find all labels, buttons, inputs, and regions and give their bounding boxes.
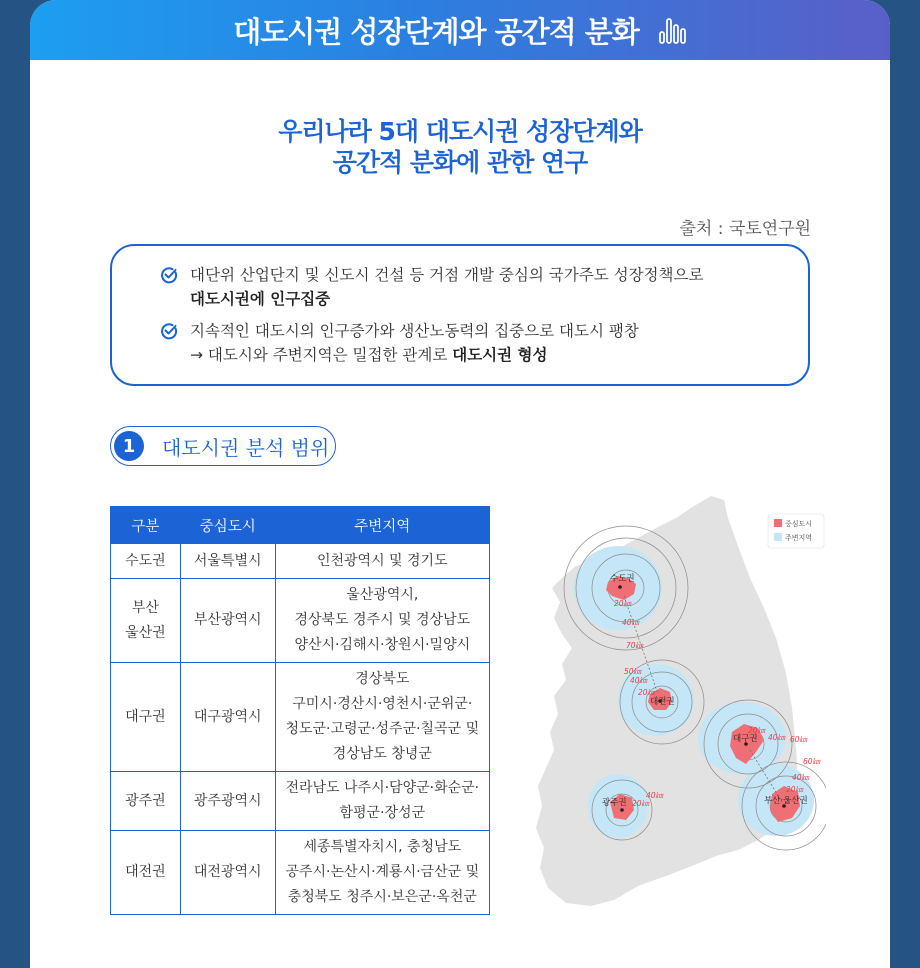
table-row (111, 663, 490, 772)
summary-item-2-prefix: → 대도시와 주변지역은 밀접한 관계로 (190, 346, 448, 364)
distance-label: 40㎞ (622, 618, 640, 627)
region-table (110, 506, 490, 915)
summary-box (110, 244, 810, 386)
region-cell: 부산 울산권 (111, 579, 181, 663)
legend-core-swatch (774, 519, 782, 527)
distance-label: 40㎞ (792, 773, 810, 782)
region-cell: 광주권 (111, 772, 181, 831)
column-header: 구분 (111, 507, 181, 544)
metro-area-map (506, 488, 826, 908)
region-cell: 대전권 (111, 831, 181, 915)
summary-item-2 (190, 319, 639, 367)
content-card (30, 0, 890, 968)
page-subtitle (30, 116, 890, 178)
table-header-row (111, 507, 490, 544)
region-label-busan: 부산·울산권 (764, 796, 808, 806)
city-cell: 광주광역시 (180, 772, 275, 831)
city-cell: 대전광역시 (180, 831, 275, 915)
region-label-daejeon: 대전권 (650, 697, 675, 707)
distance-label: 40㎞ (768, 733, 786, 742)
bar-chart-icon (657, 15, 687, 45)
city-cell: 부산광역시 (180, 579, 275, 663)
subtitle-line-1: 우리나라 5대 대도시권 성장단계와 (278, 117, 642, 146)
region-cell: 수도권 (111, 544, 181, 579)
column-header: 중심도시 (180, 507, 275, 544)
summary-item-2-bold: 대도시권 형성 (452, 346, 548, 364)
legend-surround-label: 주변지역 (785, 534, 813, 542)
area-cell: 울산광역시, 경상북도 경주시 및 경상남도 양산시·김해시·창원시·밀양시 (275, 579, 489, 663)
summary-item-1 (190, 263, 703, 311)
summary-item-1-bold: 대도시권에 인구집중 (190, 290, 331, 308)
area-cell: 전라남도 나주시·담양군·화순군· 함평군·장성군 (275, 772, 489, 831)
distance-label: 20㎞ (632, 799, 650, 808)
check-circle-icon (160, 266, 178, 284)
table-row (111, 544, 490, 579)
legend-surround-swatch (774, 533, 782, 541)
region-label-sudo: 수도권 (610, 574, 635, 584)
section-number: 1 (114, 431, 144, 461)
sudo-center-dot (618, 585, 622, 589)
city-cell: 대구광역시 (180, 663, 275, 772)
gwangju-center-dot (620, 808, 624, 812)
region-cell: 대구권 (111, 663, 181, 772)
header-title: 대도시권 성장단계와 공간적 분화 (233, 14, 639, 49)
subtitle-line-2: 공간적 분화에 관한 연구 (332, 148, 588, 177)
legend-core-label: 중심도시 (785, 520, 813, 528)
distance-label: 70㎞ (626, 641, 644, 650)
distance-label: 40㎞ (646, 791, 664, 800)
summary-item-2-text: 지속적인 대도시의 인구증가와 생산노동력의 집중으로 대도시 팽창 (190, 322, 639, 340)
distance-label: 40㎞ (630, 676, 648, 685)
area-cell: 세종특별자치시, 충청남도 공주시·논산시·계룡시·금산군 및 충청북도 청주시·보은군·옥천군 (275, 831, 489, 915)
area-cell: 경상북도 구미시·경산시·영천시·군위군· 청도군·고령군·성주군·칠곡군 및 경상남도 창녕군 (275, 663, 489, 772)
distance-label: 60㎞ (790, 735, 808, 744)
area-cell: 인천광역시 및 경기도 (275, 544, 489, 579)
header-banner (30, 0, 890, 60)
distance-label: 20㎞ (748, 726, 766, 735)
summary-item-1-text: 대단위 산업단지 및 신도시 건설 등 거점 개발 중심의 국가주도 성장정책으로 (190, 266, 704, 284)
map-legend (768, 514, 824, 548)
section-label: 대도시권 분석 범위 (162, 435, 330, 460)
table-row (111, 772, 490, 831)
section-heading (110, 426, 336, 466)
distance-label: 50㎞ (624, 667, 642, 676)
distance-label: 20㎞ (638, 688, 656, 697)
city-cell: 서울특별시 (180, 544, 275, 579)
source-note: 출처 : 국토연구원 (679, 219, 811, 239)
column-header: 주변지역 (275, 507, 489, 544)
region-label-daegu: 대구권 (733, 734, 758, 744)
table-row (111, 579, 490, 663)
distance-label: 20㎞ (786, 785, 804, 794)
distance-label: 20㎞ (614, 599, 632, 608)
distance-label: 60㎞ (803, 757, 821, 766)
region-label-gwangju: 광주권 (602, 798, 627, 808)
table-row (111, 831, 490, 915)
check-circle-icon (160, 322, 178, 340)
